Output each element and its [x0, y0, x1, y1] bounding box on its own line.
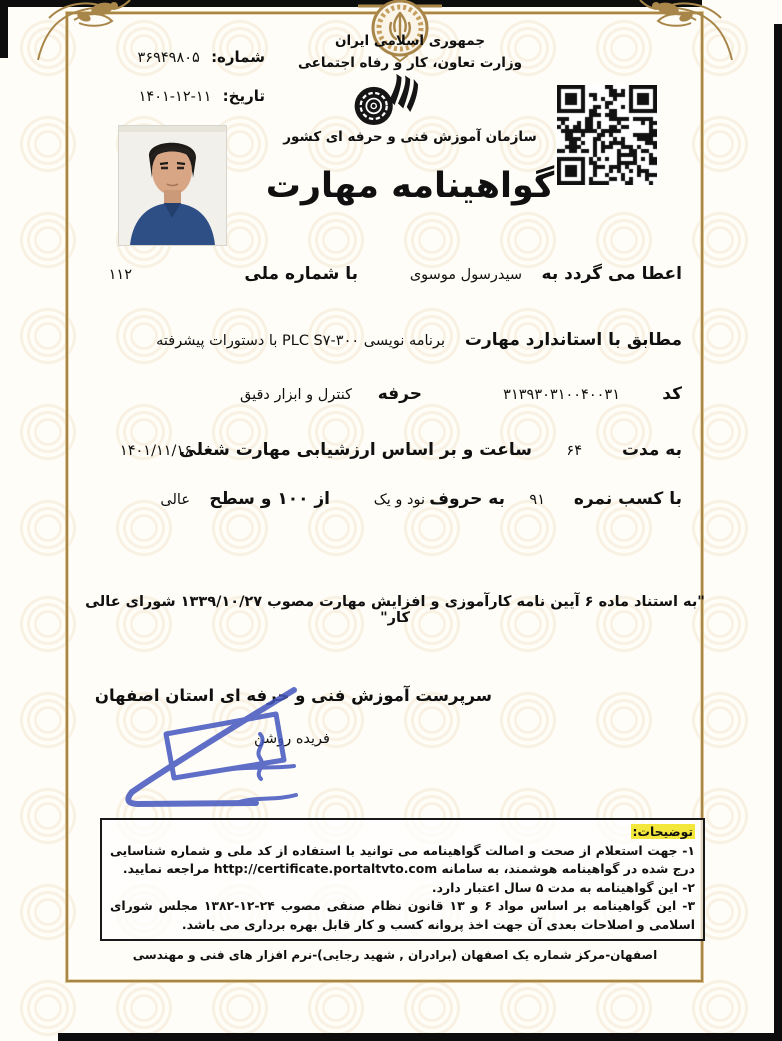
handwritten-signature: [108, 682, 308, 821]
national-id-value: ۱۱۲: [108, 267, 132, 283]
level-value: عالی: [160, 492, 190, 508]
serial-row: [138, 48, 265, 66]
score-label: با کسب نمره: [573, 489, 682, 509]
words-label: به حروف: [429, 489, 505, 509]
issuing-center-line: اصفهان-مرکز شماره یک اصفهان (برادران , شهید رجایی)-نرم افزار های فنی و مهندسی: [132, 948, 658, 962]
scan-edge-right: [774, 24, 782, 1041]
header-country: جمهوری اسلامی ایران: [334, 33, 486, 49]
corner-flourish-icon: [636, 0, 736, 66]
duration-hours: ۶۴: [566, 443, 582, 459]
score-value: ۹۱: [529, 492, 545, 508]
code-label: کد: [662, 384, 682, 404]
date-row: [139, 87, 265, 105]
scan-edge-bottom: [58, 1033, 782, 1041]
note-item-1: ۱- جهت استعلام از صحت و اصالت گواهینامه می توانید با استفاده از کد ملی و شماره شناسایی درج شده در گواهینامه هوشمند، به سامانه http://certificate.portaltvto.com مراجعه نمایید.: [110, 842, 695, 877]
exam-date: ۱۴۰۱/۱۱/۱۶: [119, 443, 192, 459]
header-ministry: وزارت تعاون، کار و رفاه اجتماعی: [297, 55, 523, 71]
awarded-label: اعطا می گردد به: [541, 264, 682, 284]
code-value: ۳۱۳۹۳۰۳۱۰۰۴۰۰۳۱: [503, 387, 620, 403]
corner-flourish-icon: [34, 0, 134, 66]
date-value: ۱۱-۱۲-۱۴۰۱: [138, 89, 212, 105]
duration-label: به مدت: [621, 440, 682, 460]
serial-value: ۳۶۹۴۹۸۰۵: [137, 50, 200, 66]
legal-note: "به استناد ماده ۶ آیین نامه کارآموزی و افزایش مهارت مصوب ۱۳۳۹/۱۰/۲۷ شورای عالی کار": [85, 594, 705, 626]
standard-label: مطابق با استاندارد مهارت: [464, 330, 682, 350]
serial-label: شماره:: [211, 48, 265, 66]
score-words: نود و یک: [373, 492, 425, 508]
notes-box: [100, 818, 705, 941]
note-item-3: ۳- این گواهینامه بر اساس مواد ۶ و ۱۳ قانون نظام صنفی مصوب ۲۴-۱۲-۱۳۸۲ مجلس شورای اسلامی و اصلاحات بعدی آن جهت اخذ پروانه کسب و کار قابل بهره برداری می باشد.: [110, 898, 696, 933]
trade-value: کنترل و ابزار دقیق: [240, 387, 352, 403]
date-label: تاریخ:: [222, 87, 265, 105]
hours-label: ساعت و بر اساس ارزشیابی مهارت شغلی: [179, 440, 532, 460]
header-organization: سازمان آموزش فنی و حرفه ای کشور: [283, 129, 537, 145]
scan-edge-left: [0, 0, 8, 58]
outof-label: از ۱۰۰ و سطح: [209, 489, 330, 509]
tvto-gear-logo-icon: [352, 72, 418, 130]
awarded-name: سیدرسول موسوی: [409, 267, 522, 283]
notes-heading: توضیحات:: [632, 824, 693, 839]
signatory-title: سرپرست آموزش فنی و حرفه ای استان اصفهان: [94, 686, 492, 705]
standard-value: برنامه نویسی PLC S۷-۳۰۰ با دستورات پیشرفته: [156, 333, 445, 349]
national-id-label: با شماره ملی: [244, 264, 358, 284]
certificate-title: گواهینامه مهارت: [265, 166, 555, 206]
signatory-name: فریده روشن: [254, 731, 330, 747]
note-item-2: ۲- این گواهینامه به مدت ۵ سال اعتبار دارد.: [431, 879, 695, 895]
trade-label: حرفه: [377, 384, 422, 404]
portrait-photo: [119, 126, 226, 245]
